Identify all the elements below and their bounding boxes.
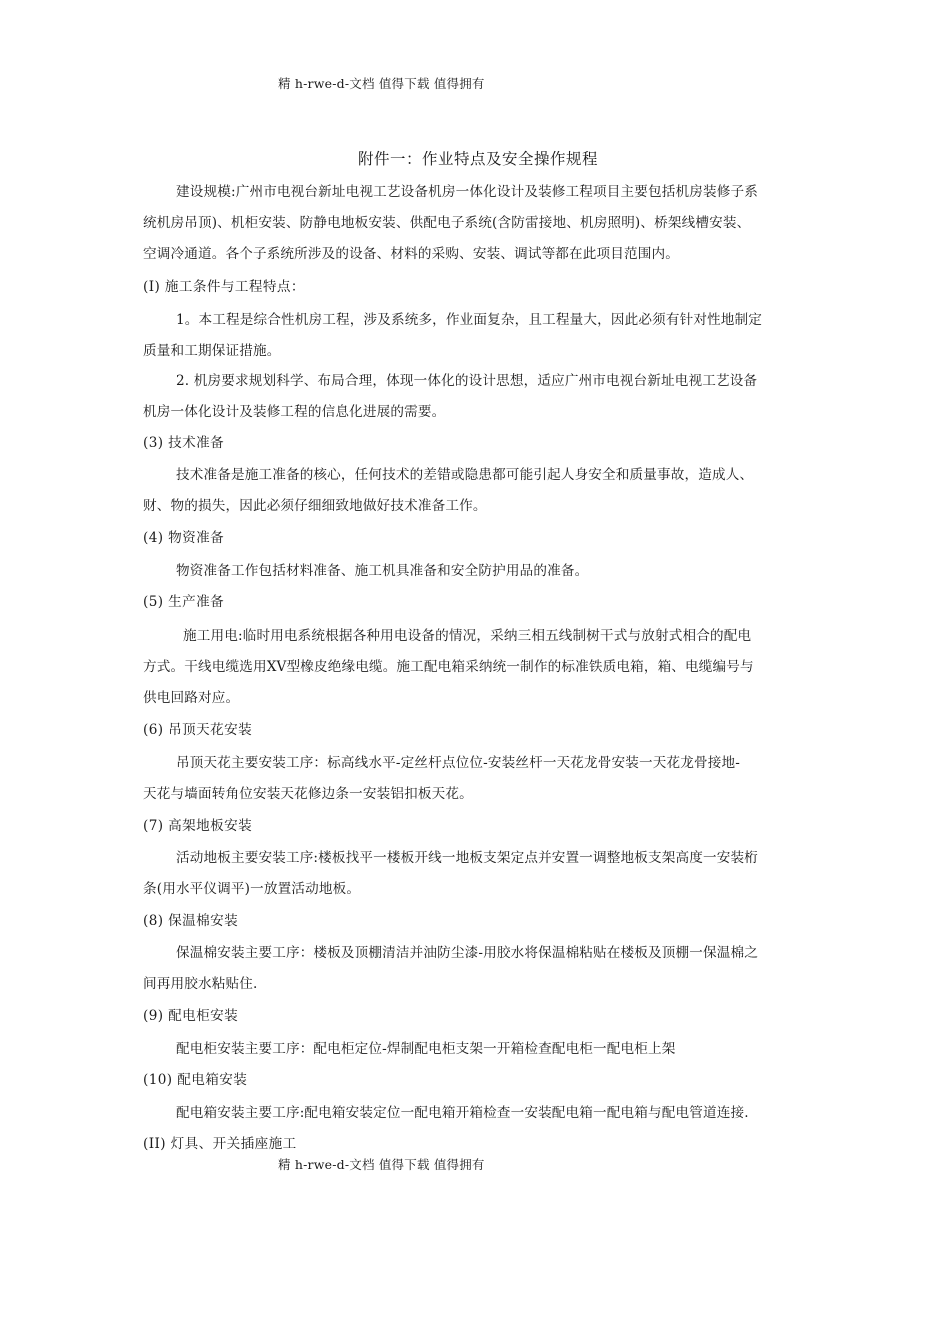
- section-heading: (I) 施工条件与工程特点：: [143, 279, 305, 295]
- paragraph-line: 技术准备是施工准备的核心，任何技术的差错或隐患都可能引起人身安全和质量事故，造成人、: [176, 467, 754, 483]
- paragraph-line: 间再用胶水粘贴住.: [143, 976, 258, 992]
- paragraph-line: 机房一体化设计及装修工程的信息化进展的需要。: [143, 404, 446, 420]
- section-heading: (9) 配电柜安装: [143, 1008, 239, 1024]
- paragraph-line: 配电箱安装主要工序:配电箱安装定位一配电箱开箱检查一安装配电箱一配电箱与配电管道连接.: [176, 1105, 749, 1121]
- paragraph-line: 配电柜安装主要工序：配电柜定位-焊制配电柜支架一开箱检查配电柜一配电柜上架: [176, 1041, 676, 1057]
- paragraph-line: 供电回路对应。: [143, 690, 240, 706]
- section-heading: (7) 高架地板安装: [143, 818, 253, 834]
- paragraph-line: 财、物的损失，因此必须仔细细致地做好技术准备工作。: [143, 498, 487, 514]
- paragraph-line: 活动地板主要安装工序:楼板找平一楼板开线一地板支架定点并安置一调整地板支架高度一安装桁: [176, 850, 758, 866]
- paragraph-line: 质量和工期保证措施。: [143, 343, 281, 359]
- page-title: 附件一：作业特点及安全操作规程: [357, 150, 598, 168]
- section-heading: (8) 保温棉安装: [143, 913, 239, 929]
- paragraph-line: 1。本工程是综合性机房工程，涉及系统多，作业面复杂，且工程量大，因此必须有针对性地制定: [176, 312, 763, 328]
- section-heading: (5) 生产准备: [143, 594, 225, 610]
- paragraph-line: 天花与墙面转角位安装天花修边条一安装铝扣板天花。: [143, 786, 473, 802]
- paragraph-line: 吊顶天花主要安装工序：标高线水平-定丝杆点位位-安装丝杆一天花龙骨安装一天花龙骨接地-: [176, 755, 740, 771]
- section-heading: (II) 灯具、开关插座施工: [143, 1136, 297, 1152]
- section-heading: (3) 技术准备: [143, 435, 225, 451]
- paragraph-line: 方式。干线电缆选用XV型橡皮绝缘电缆。施工配电箱采纳统一制作的标准铁质电箱，箱、电缆编号与: [143, 659, 754, 675]
- paragraph-line: 保温棉安装主要工序：楼板及顶棚清洁并油防尘漆-用胶水将保温棉粘贴在楼板及顶棚一保温棉之: [176, 945, 758, 961]
- header-watermark: 精 h-rwe-d-文档 值得下载 值得拥有: [278, 76, 485, 91]
- paragraph-line: 统机房吊顶)、机柜安装、防静电地板安装、供配电子系统(含防雷接地、机房照明)、桥架线槽安装、: [143, 215, 751, 231]
- paragraph-line: 物资准备工作包括材料准备、施工机具准备和安全防护用品的准备。: [176, 563, 589, 579]
- paragraph-line: 条(用水平仪调平)一放置活动地板。: [143, 881, 361, 897]
- paragraph-line: 施工用电:临时用电系统根据各种用电设备的情况，采纳三相五线制树干式与放射式相合的配电: [183, 628, 752, 644]
- paragraph-line: 建设规模:广州市电视台新址电视工艺设备机房一体化设计及装修工程项目主要包括机房装修子系: [176, 184, 758, 200]
- section-heading: (10) 配电箱安装: [143, 1072, 248, 1088]
- paragraph-line: 2. 机房要求规划科学、布局合理，体现一体化的设计思想，适应广州市电视台新址电视工艺设备: [176, 373, 758, 389]
- paragraph-line: 空调冷通道。各个子系统所涉及的设备、材料的采购、安装、调试等都在此项目范围内。: [143, 246, 680, 262]
- section-heading: (6) 吊顶天花安装: [143, 722, 253, 738]
- footer-watermark: 精 h-rwe-d-文档 值得下载 值得拥有: [278, 1157, 485, 1172]
- section-heading: (4) 物资准备: [143, 530, 225, 546]
